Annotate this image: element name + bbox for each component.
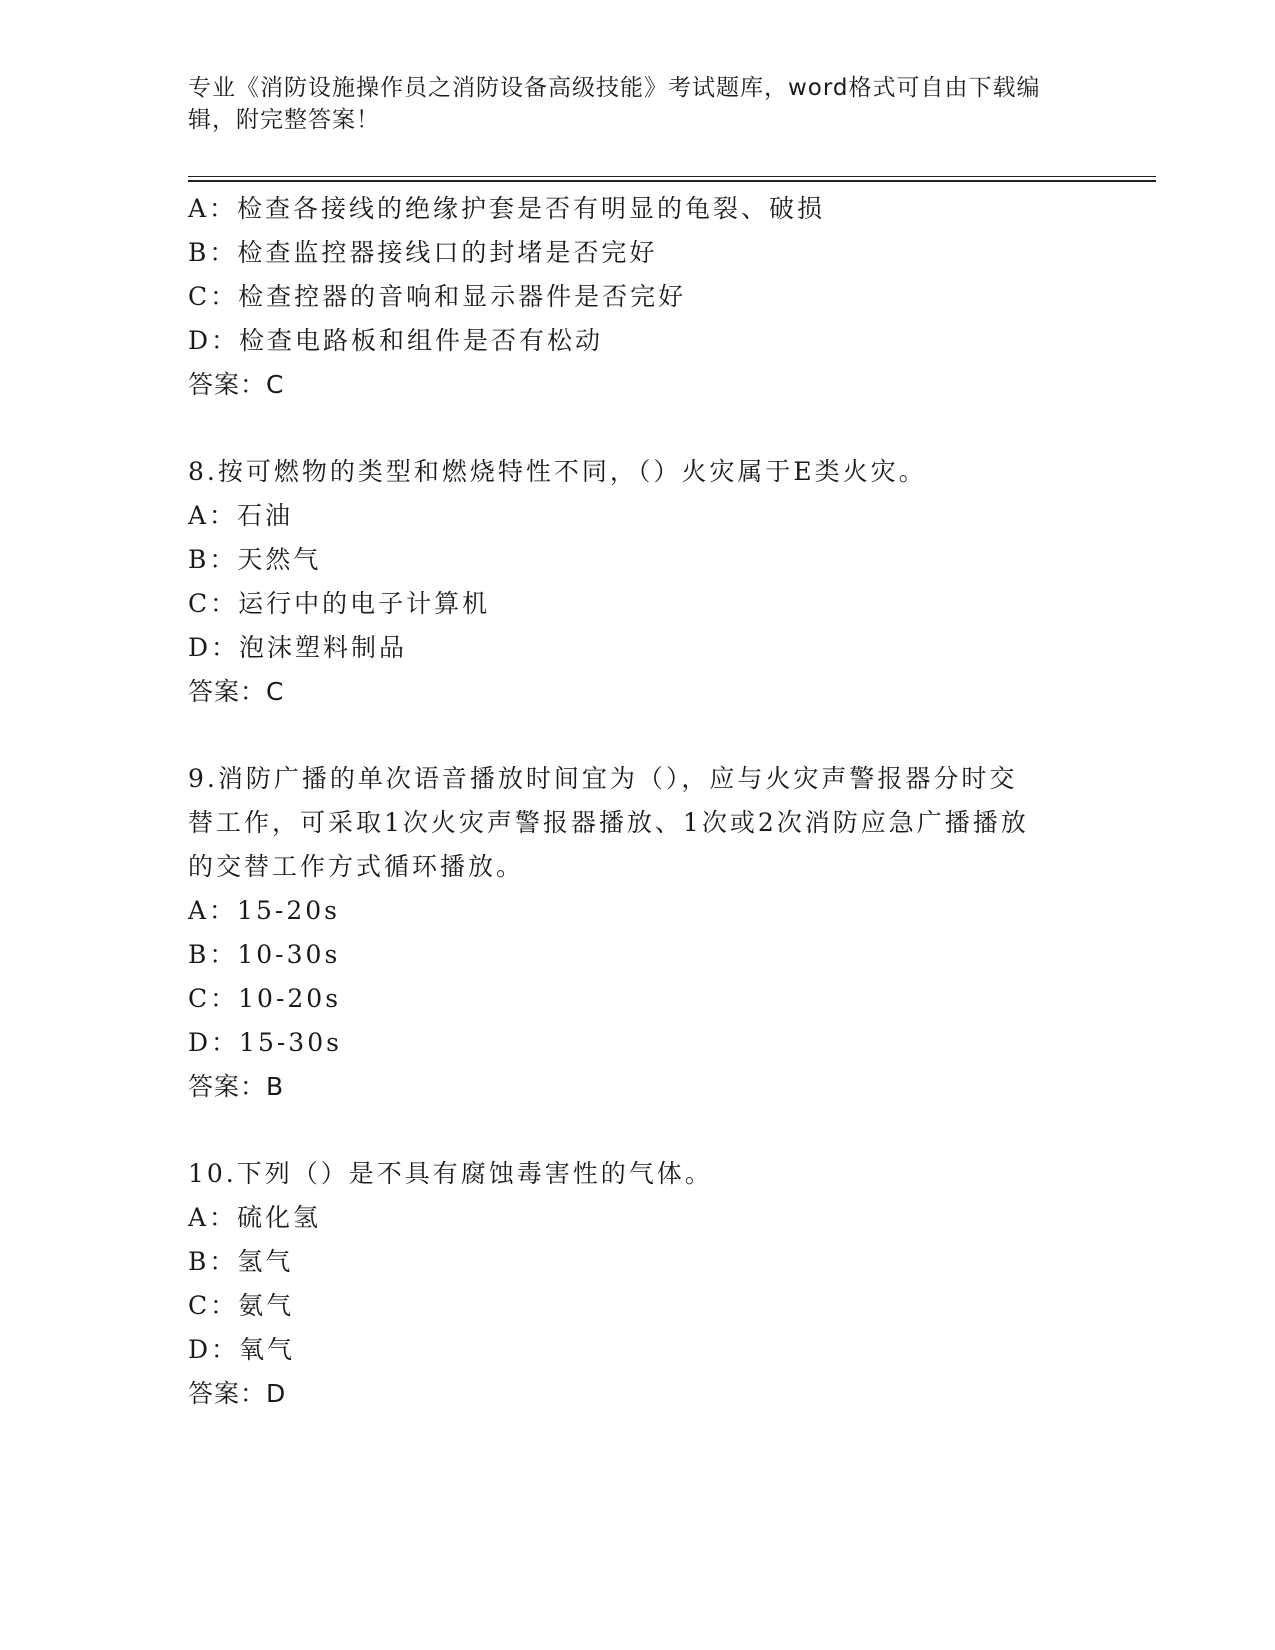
q9-answer: 答案：B [188, 1072, 285, 1101]
q8-option-a: A：石油 [188, 501, 294, 530]
q9-option-c: C：10-20s [188, 984, 342, 1013]
q7-option-c: C：检查控器的音响和显示器件是否完好 [188, 282, 687, 311]
q10-answer: 答案：D [188, 1379, 287, 1408]
q7-option-a: A：检查各接线的绝缘护套是否有明显的龟裂、破损 [188, 194, 826, 223]
q9-question-line-2: 替工作，可采取1次火灾声警报器播放、1次或2次消防应急广播播放 [188, 808, 1029, 837]
header-rule-bottom [188, 180, 1156, 182]
header-line-2: 辑，附完整答案！ [188, 107, 380, 133]
q10-option-a: A：硫化氢 [188, 1203, 322, 1232]
q10-option-c: C：氨气 [188, 1291, 295, 1320]
q9-option-b: B：10-30s [188, 940, 341, 969]
header-rule-top [188, 176, 1156, 177]
q7-option-d: D：检查电路板和组件是否有松动 [188, 326, 604, 355]
q8-option-c: C：运行中的电子计算机 [188, 589, 491, 618]
q8-option-d: D：泡沫塑料制品 [188, 633, 408, 662]
q7-option-b: B：检查监控器接线口的封堵是否完好 [188, 238, 658, 267]
q10-option-b: B：氢气 [188, 1247, 294, 1276]
q7-answer: 答案：C [188, 370, 285, 399]
q10-question: 10.下列（）是不具有腐蚀毒害性的气体。 [188, 1159, 713, 1188]
q9-question-line-1: 9.消防广播的单次语音播放时间宜为（），应与火灾声警报器分时交 [188, 764, 1018, 793]
q8-option-b: B：天然气 [188, 545, 322, 574]
q9-option-d: D：15-30s [188, 1028, 342, 1057]
document-header [188, 72, 1088, 136]
q10-option-d: D：氧气 [188, 1335, 296, 1364]
q8-answer: 答案：C [188, 677, 285, 706]
header-line-1: 专业《消防设施操作员之消防设备高级技能》考试题库，word格式可自由下载编 [188, 75, 1041, 101]
q8-question: 8.按可燃物的类型和燃烧特性不同，（）火灾属于E类火灾。 [188, 457, 927, 486]
q9-question-line-3: 的交替工作方式循环播放。 [188, 852, 525, 881]
q9-option-a: A：15-20s [188, 896, 340, 925]
